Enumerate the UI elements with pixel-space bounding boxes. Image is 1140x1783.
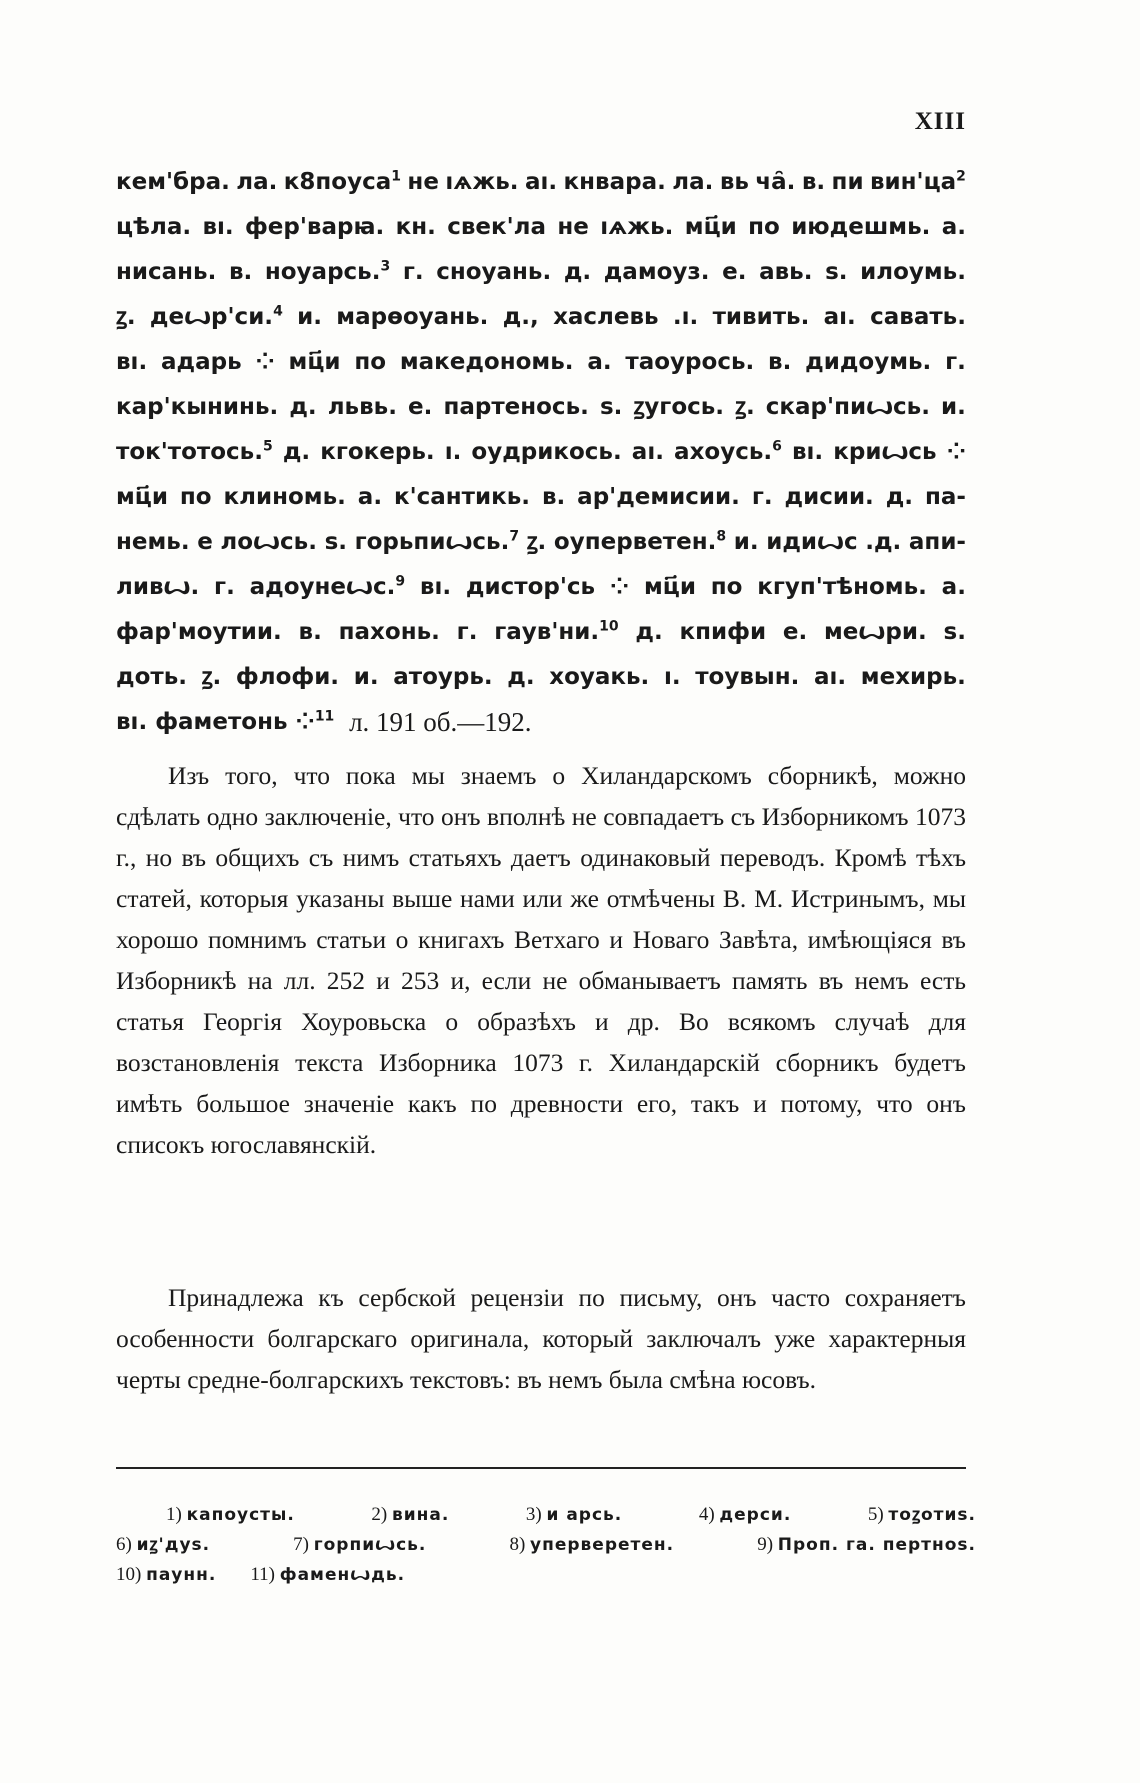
slavonic-word: г. <box>402 259 424 285</box>
slavonic-word: ⁘$^{11}$ <box>295 708 335 735</box>
slavonic-word: вı. <box>419 574 452 600</box>
slavonic-word: в. <box>298 619 322 645</box>
slavonic-word: меꙍри. <box>824 619 927 645</box>
slavonic-word: скар'пиꙍсь. <box>765 394 930 420</box>
slavonic-word: львь. <box>327 394 397 420</box>
footnote-marker: 7 <box>509 528 520 545</box>
footnote-number: 5) <box>867 1504 889 1525</box>
slavonic-word: дисии. <box>784 484 874 510</box>
slavonic-word: июдешмь. <box>791 214 931 240</box>
slavonic-word: и. <box>353 664 379 690</box>
footnote-text: уперверетен. <box>530 1535 675 1555</box>
footnote-text: дерси. <box>719 1505 792 1525</box>
slavonic-word: мц҃и <box>643 574 696 600</box>
slavonic-word: кем'бра. <box>116 169 230 195</box>
slavonic-word: адоунеꙍс.$^9$ <box>249 573 406 600</box>
slavonic-word: фаметонь <box>155 709 288 735</box>
footnotes-block <box>116 1500 976 1590</box>
slavonic-line <box>116 520 966 565</box>
slavonic-word: свек'ла <box>447 214 547 240</box>
slavonic-word: ток'тотось.$^5$ <box>116 438 273 465</box>
slavonic-word: ı. <box>663 664 681 690</box>
footnote-text: вина. <box>392 1505 450 1525</box>
slavonic-word: ⁘ <box>946 439 966 465</box>
slavonic-word: в. <box>228 259 253 285</box>
page-number: XIII <box>914 108 966 135</box>
slavonic-word: фар'моутии. <box>116 619 282 645</box>
slavonic-word: вı. <box>202 214 234 240</box>
slavonic-word: ар'демисии. <box>577 484 740 510</box>
slavonic-word: хаслевь <box>553 304 659 330</box>
slavonic-word: ꙁ. <box>201 664 222 690</box>
slavonic-word: вь <box>719 169 749 195</box>
slavonic-word: криꙍсь <box>833 439 937 465</box>
slavonic-word: македономь. <box>399 349 574 375</box>
footnote-number: 7) <box>293 1534 314 1555</box>
slavonic-word: к8поуса$^1$ <box>283 168 401 195</box>
folio-reference: л. 191 об.—192. <box>342 707 532 737</box>
footnote-marker: 9 <box>395 573 406 590</box>
slavonic-word: в. <box>768 349 792 375</box>
slavonic-word: савать. <box>870 304 966 330</box>
slavonic-word: дамоуз. <box>603 259 710 285</box>
slavonic-word: ꙁ. <box>526 529 547 555</box>
slavonic-word: ѕ. <box>943 619 966 645</box>
slavonic-word: ливꙍ. <box>116 574 200 600</box>
footnote-marker: 8 <box>716 528 727 545</box>
slavonic-word: таоурось. <box>625 349 755 375</box>
slavonic-word: горьпиꙍсь.$^7$ <box>354 528 520 555</box>
slavonic-word: вı. <box>116 349 148 375</box>
footnote <box>757 1530 976 1560</box>
slavonic-line <box>116 340 966 385</box>
slavonic-word: г. <box>214 574 235 600</box>
slavonic-word: илоумь. <box>860 259 966 285</box>
slavonic-line <box>116 385 966 430</box>
slavonic-word: ноуарсь.$^3$ <box>264 258 391 285</box>
slavonic-line <box>116 295 966 340</box>
slavonic-word: д. <box>507 664 535 690</box>
slavonic-word: ѕ. <box>825 259 848 285</box>
slavonic-word: адарь <box>161 349 242 375</box>
footnote-number: 6) <box>116 1534 137 1555</box>
footnote-marker: 10 <box>599 618 619 635</box>
slavonic-line <box>116 700 966 745</box>
slavonic-line <box>116 565 966 610</box>
footnote <box>699 1500 791 1530</box>
slavonic-word: и. <box>941 394 966 420</box>
footnote-number: 9) <box>757 1534 778 1555</box>
footnote-number: 1) <box>166 1504 187 1525</box>
slavonic-word: вı. <box>116 709 148 735</box>
slavonic-word: кгуп'тѣномь. <box>757 574 927 600</box>
slavonic-word: марѳоуань. <box>336 304 489 330</box>
slavonic-word: аı. <box>631 439 664 465</box>
slavonic-word: гаув'ни.$^{10}$ <box>494 618 619 645</box>
slavonic-word: тивить. <box>712 304 810 330</box>
footnote-text: капоусты. <box>186 1505 295 1525</box>
slavonic-word: кн. <box>395 214 436 240</box>
slavonic-word: нисань. <box>116 259 217 285</box>
slavonic-word: апи- <box>908 529 966 555</box>
slavonic-word: $вин'ца^2$ <box>869 168 966 195</box>
slavonic-word: г. <box>456 619 478 645</box>
slavonic-word: по <box>710 574 743 600</box>
slavonic-word: атоурь. <box>393 664 493 690</box>
slavonic-word: авь. <box>759 259 813 285</box>
slavonic-word: ꙁ. <box>116 304 136 330</box>
slavonic-word: ла. <box>236 169 278 195</box>
slavonic-line <box>116 475 966 520</box>
slavonic-word: лоꙍсь. <box>220 529 317 555</box>
slavonic-word: и. <box>297 304 322 330</box>
slavonic-word: не <box>407 169 439 195</box>
slavonic-word: по <box>748 214 780 240</box>
footnote <box>166 1500 295 1530</box>
slavonic-word: ѕ. <box>324 529 347 555</box>
slavonic-line <box>116 160 966 205</box>
slavonic-word: а. <box>941 214 966 240</box>
slavonic-word: аı. <box>823 304 856 330</box>
slavonic-word: г. <box>751 484 773 510</box>
footnote-text: паунн. <box>146 1565 217 1585</box>
slavonic-word: деꙍр'си.$^4$ <box>149 303 283 330</box>
footnote-marker: 2 <box>956 168 966 185</box>
slavonic-word: ıѧжь. <box>600 214 674 240</box>
footnote-line <box>116 1560 976 1590</box>
slavonic-word: идиꙍс <box>766 529 858 555</box>
slavonic-word: ла. <box>672 169 714 195</box>
slavonic-word: е. <box>408 394 433 420</box>
slavonic-word: а. <box>941 574 966 600</box>
slavonic-word: пи <box>831 169 864 195</box>
slavonic-word: мц҃и <box>116 484 168 510</box>
slavonic-word: по <box>354 349 387 375</box>
slavonic-word: г. <box>945 349 966 375</box>
slavonic-word: .д. <box>865 529 902 555</box>
slavonic-word: ıѧжь. <box>445 169 519 195</box>
slavonic-line <box>116 655 966 700</box>
footnote-text: иꙁ'дуѕ. <box>136 1535 211 1555</box>
footnote <box>250 1560 405 1590</box>
paragraph-2: Принадлежа къ сербской рецензiи по письму, онъ часто сохраняетъ особенности болгарскаго оригинала, который заключалъ уже характерныя черты средне-болгарскихъ текстовъ: въ немъ была смѣна юсовъ. <box>116 1283 966 1394</box>
slavonic-word: пахонь. <box>338 619 440 645</box>
slavonic-word: оудрикось. <box>471 439 622 465</box>
slavonic-word: хоуакь. <box>549 664 650 690</box>
slavonic-word: д. <box>885 484 914 510</box>
footnote-number: 4) <box>698 1504 720 1525</box>
footnote-marker: 11 <box>314 708 335 725</box>
footnote <box>526 1500 622 1530</box>
slavonic-word: в. <box>801 169 826 195</box>
paragraph-1: Изъ того, что пока мы знаемъ о Хиландарскомъ сборникѣ, можно сдѣлать одно заключенiе, что онъ вполнѣ не совпадаетъ съ Изборникомъ 1073 г., но въ общихъ съ нимъ статьяхъ даетъ одинаковый переводъ. Кромѣ тѣхъ статей, которыя указаны выше нами или же отмѣчены В. М. Истринымъ, мы хорошо помнимъ статьи о книгахъ Ветхаго и Новаго Завѣта, имѣющiяся въ Изборникѣ на лл. 252 и 253 и, если не обманываетъ память въ немъ есть статья Георгiя Хоуровьска о образѣхъ и др. Во всякомъ случаѣ для возстановленiя текста Изборника 1073 г. Хиландарскiй сборникъ будетъ имѣть большое значенiе какъ по древности его, такъ и потому, что онъ списокъ югославянскiй. <box>116 761 966 1159</box>
slavonic-line <box>116 610 966 655</box>
slavonic-word: д. <box>563 259 592 285</box>
slavonic-word: ахоусь.$^6$ <box>674 438 782 465</box>
footnote-number: 8) <box>509 1534 531 1555</box>
footnote-number: 11) <box>250 1564 280 1585</box>
slavonic-word: немь. <box>116 529 190 555</box>
slavonic-word: е <box>197 529 213 555</box>
slavonic-word: мц҃и <box>288 349 341 375</box>
slavonic-word: а. <box>587 349 612 375</box>
footnote <box>293 1530 426 1560</box>
footnote-divider <box>116 1467 966 1469</box>
footnote-text: фаменꙍдь. <box>279 1565 406 1585</box>
footnote <box>371 1500 449 1530</box>
slavonic-word: д. <box>289 394 317 420</box>
slavonic-word: ѕ. <box>599 394 623 420</box>
slavonic-word: к'сантикь. <box>393 484 531 510</box>
footnote-text: и арсь. <box>546 1505 623 1525</box>
slavonic-word: ı. <box>444 439 462 465</box>
slavonic-word: дистор'сь <box>465 574 596 600</box>
slavonic-word: аı. <box>813 664 847 690</box>
slavonic-word: мц҃и <box>684 214 737 240</box>
slavonic-word: тоувын. <box>695 664 800 690</box>
footnote-marker: 3 <box>380 258 391 275</box>
slavonic-word: и. <box>733 529 759 555</box>
footnote-marker: 5 <box>262 438 273 455</box>
slavonic-word: аı. <box>524 169 558 195</box>
footnote <box>116 1560 216 1590</box>
footnote-text: Проп. га. пертноѕ. <box>777 1535 976 1555</box>
slavonic-word: дидоумь. <box>805 349 932 375</box>
slavonic-word: е. <box>782 619 808 645</box>
slavonic-word: оуперветен.$^8$ <box>553 528 727 555</box>
slavonic-word: д., <box>502 304 539 330</box>
slavonic-word: д. <box>282 439 311 465</box>
footnote-number: 3) <box>525 1504 547 1525</box>
slavonic-line <box>116 430 966 475</box>
slavonic-word: кпифи <box>679 619 767 645</box>
footnote-line <box>116 1530 976 1560</box>
footnote-text: горпиꙍсь. <box>313 1535 427 1555</box>
footnote <box>509 1530 674 1560</box>
slavonic-word: партенось. <box>443 394 589 420</box>
footnote <box>868 1500 976 1530</box>
slavonic-line <box>116 250 966 295</box>
slavonic-word: мехирь. <box>860 664 966 690</box>
slavonic-word: цѣла. <box>116 214 192 240</box>
slavonic-word: ꙁ. <box>735 394 755 420</box>
slavonic-word: е. <box>722 259 747 285</box>
slavonic-word: доть. <box>116 664 187 690</box>
slavonic-word: вı. <box>791 439 824 465</box>
slavonic-line <box>116 205 966 250</box>
slavonic-word: ꙁугось. <box>633 394 725 420</box>
footnote <box>116 1530 210 1560</box>
slavonic-word: в. <box>541 484 566 510</box>
footnote-marker: 1 <box>391 168 401 185</box>
footnote-text: тоꙁотиѕ. <box>888 1505 976 1525</box>
footnote-line <box>116 1500 976 1530</box>
slavonic-word: кгокерь. <box>320 439 435 465</box>
slavonic-text-block <box>116 160 966 745</box>
slavonic-word: не <box>557 214 589 240</box>
slavonic-word: .ı. <box>672 304 699 330</box>
slavonic-word: кар'кынинь. <box>116 394 279 420</box>
footnote-marker: 6 <box>772 438 782 455</box>
slavonic-word: флофи. <box>235 664 340 690</box>
footnote-number: 2) <box>371 1504 392 1525</box>
footnote-marker: 4 <box>273 303 283 320</box>
slavonic-word: д. <box>635 619 663 645</box>
slavonic-word: фер'варꙗ. <box>244 214 385 240</box>
footnote-number: 10) <box>116 1564 147 1585</box>
slavonic-word: сноуань. <box>436 259 552 285</box>
slavonic-word: чȃ. <box>755 169 796 195</box>
slavonic-word: по <box>179 484 212 510</box>
slavonic-word: а. <box>357 484 383 510</box>
slavonic-word: кнвара. <box>563 169 666 195</box>
slavonic-word: ⁘ <box>255 349 275 375</box>
slavonic-word: па- <box>924 484 966 510</box>
slavonic-word: клиномь. <box>223 484 346 510</box>
slavonic-word: ⁘ <box>609 574 630 600</box>
